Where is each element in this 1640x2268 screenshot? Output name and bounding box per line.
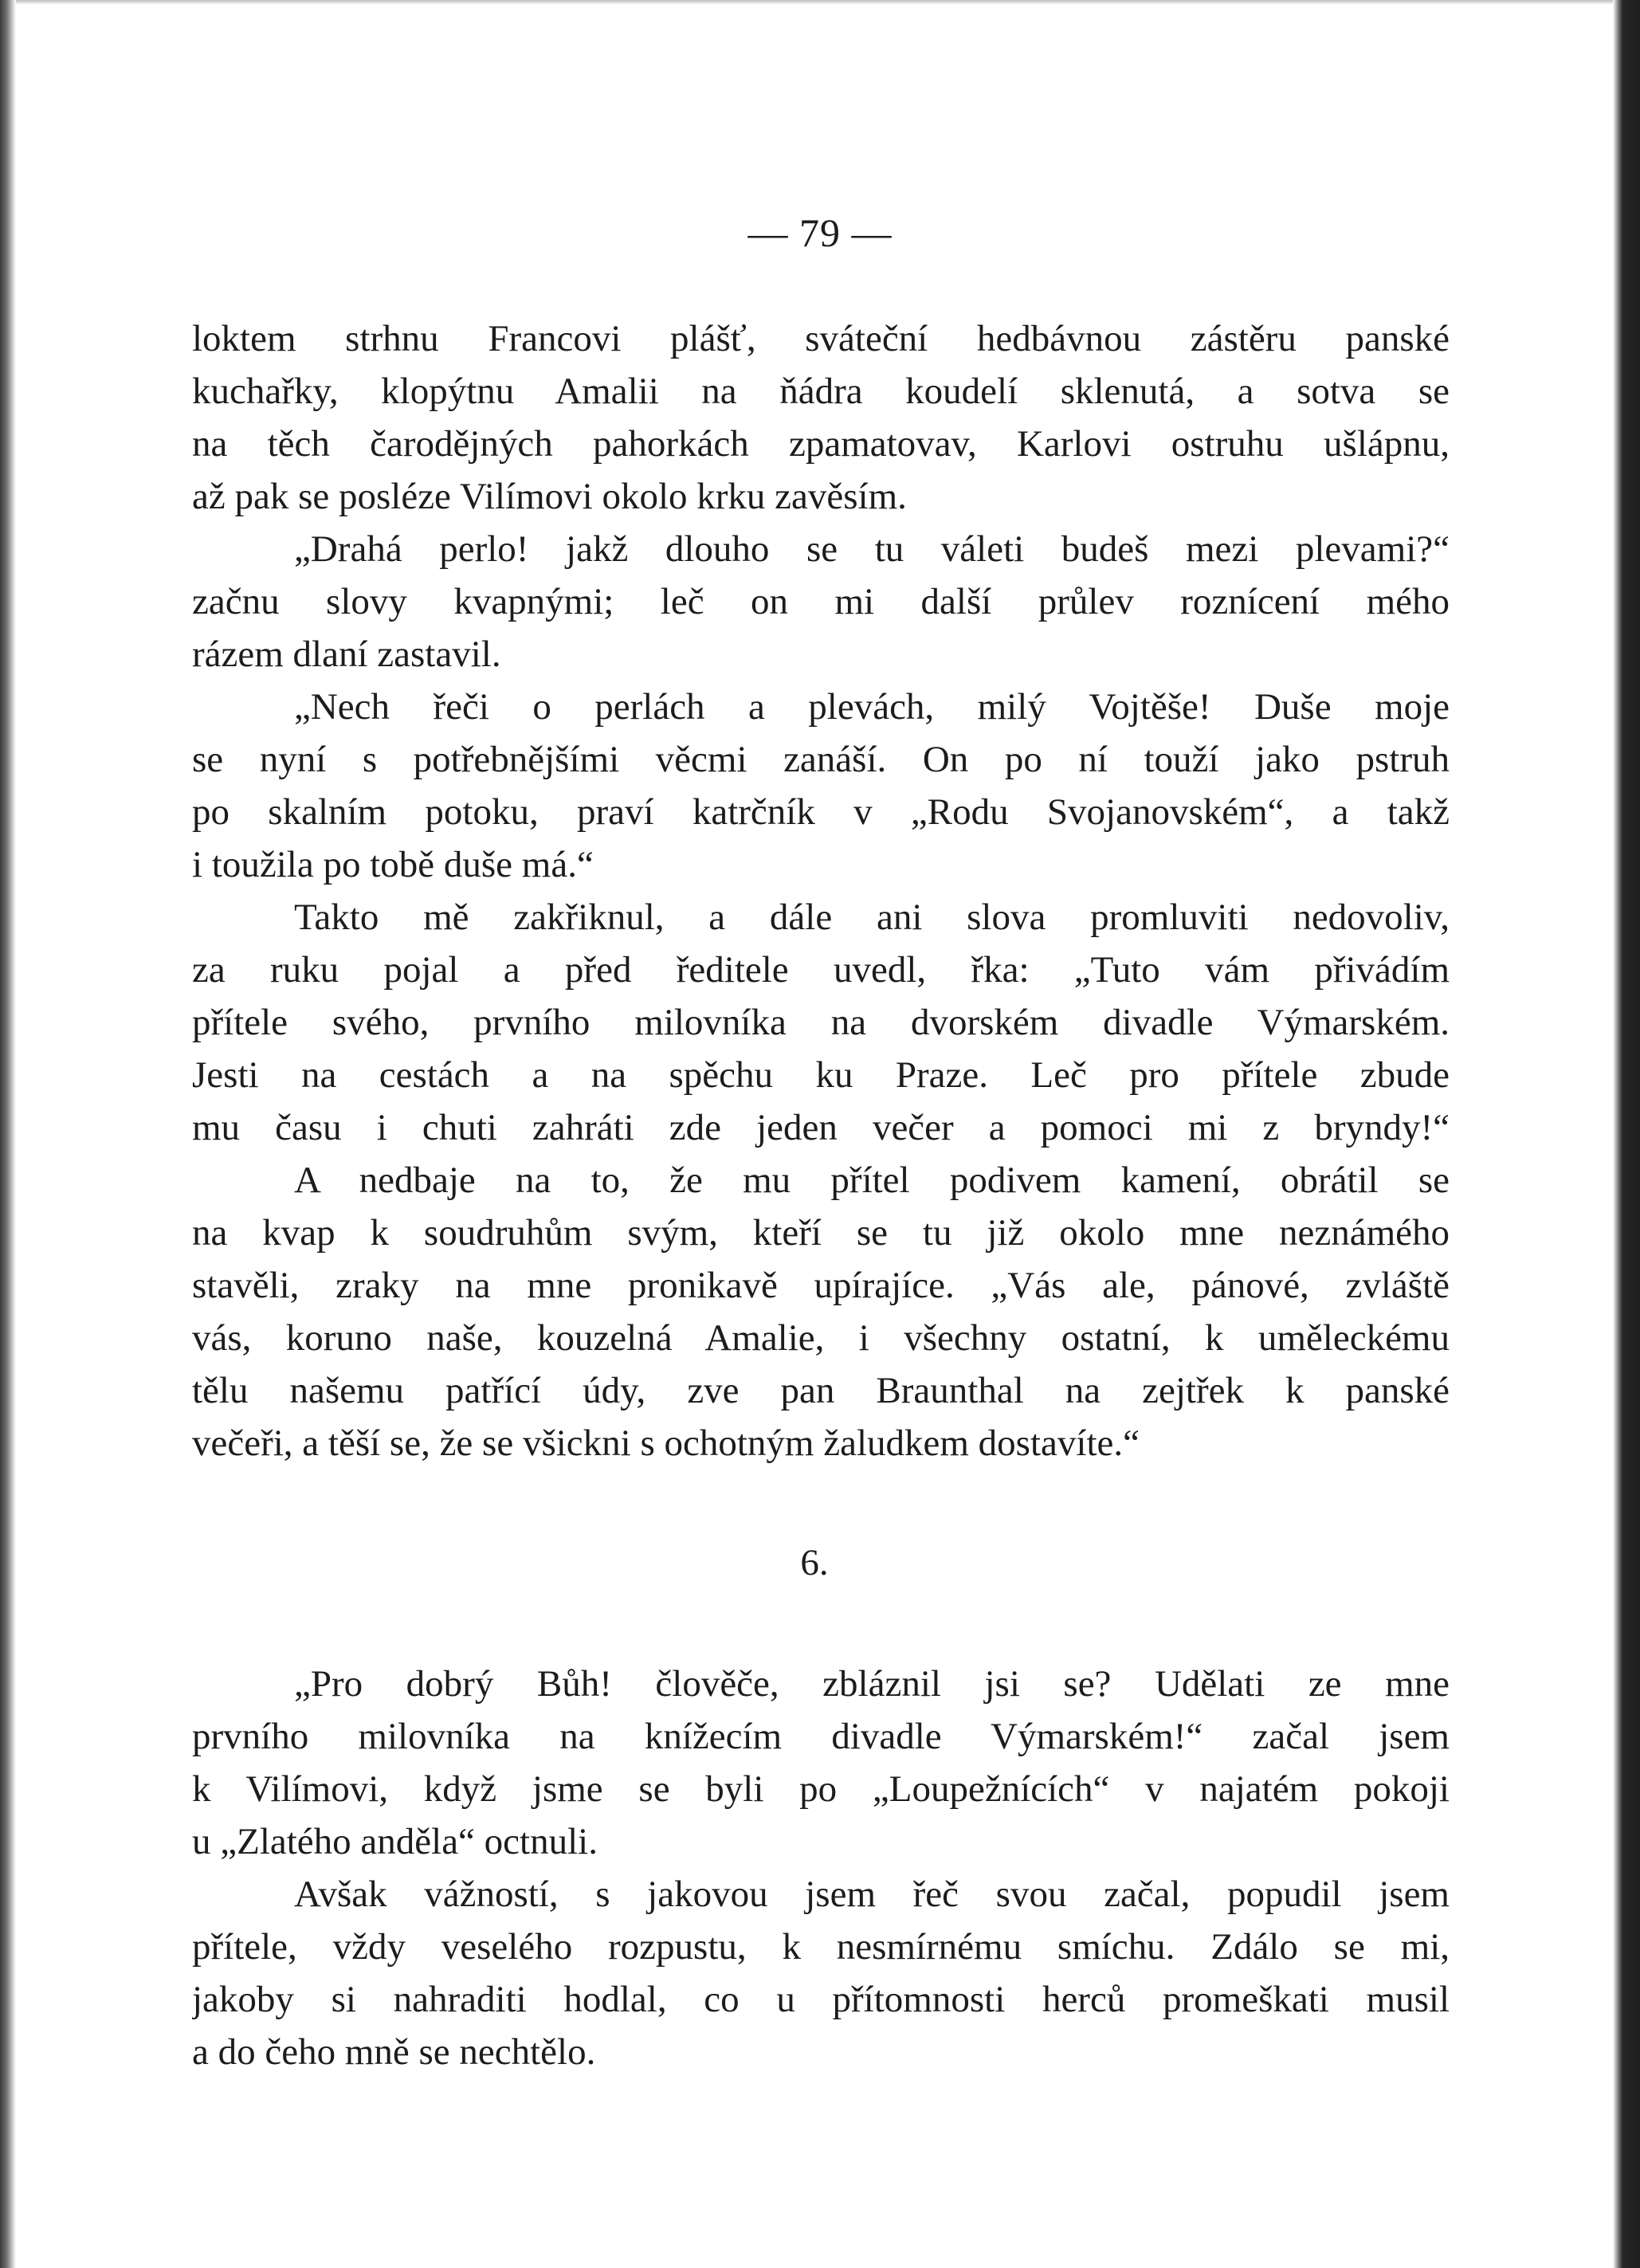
text-line: kuchařky, klopýtnu Amalii na ňádra koudelí sklenutá, a sotva se (192, 371, 1450, 412)
text-line: „Drahá perlo! jakž dlouho se tu váleti budeš mezi plevami?“ (294, 528, 1450, 570)
text-line: mu času i chuti zahráti zde jeden večer a pomoci mi z bryndy!“ (192, 1107, 1450, 1148)
text-line: A nedbaje na to, že mu přítel podivem kamení, obrátil se (294, 1160, 1450, 1201)
text-line: prvního milovníka na knížecím divadle Výmarském!“ začal jsem (192, 1716, 1450, 1757)
text-line: tělu našemu patřící údy, zve pan Braunthal na zejtřek k panské (192, 1370, 1450, 1411)
text-line: na těch čarodějných pahorkách zpamatovav, Karlovi ostruhu ušlápnu, (192, 423, 1450, 465)
page-number: — 79 — (747, 210, 893, 255)
text-line: vás, koruno naše, kouzelná Amalie, i všechny ostatní, k uměleckému (192, 1317, 1450, 1359)
text-line: a do čeho mně se nechtělo. (192, 2031, 596, 2073)
text-line: rázem dlaní zastavil. (192, 634, 501, 675)
section-heading: 6. (800, 1542, 829, 1583)
text-line: „Nech řeči o perlách a plevách, milý Vojtěše! Duše moje (294, 686, 1450, 728)
text-line: loktem strhnu Francovi plášť, sváteční hedbávnou zástěru panské (192, 318, 1450, 359)
section-spacer (192, 1589, 1450, 1658)
body-text (192, 312, 1450, 2078)
text-line: Avšak vážností, s jakovou jsem řeč svou začal, popudil jsem (294, 1874, 1450, 1915)
text-line: u „Zlatého anděla“ octnuli. (192, 1821, 598, 1862)
text-line: večeři, a těší se, že se všickni s ochotným žaludkem dostavíte.“ (192, 1422, 1140, 1464)
paragraph (192, 891, 1450, 1154)
paragraph (192, 312, 1450, 523)
section-spacer (192, 1469, 1450, 1536)
paragraph (192, 681, 1450, 891)
text-line: přítele svého, prvního milovníka na dvorském divadle Výmarském. (192, 1002, 1450, 1043)
paragraph (192, 523, 1450, 681)
text-line: po skalním potoku, praví katrčník v „Rodu Svojanovském“, a takž (192, 791, 1450, 833)
text-line: až pak se posléze Vilímovi okolo krku zavěsím. (192, 476, 907, 517)
text-line: „Pro dobrý Bůh! člověče, zbláznil jsi se? Udělati ze mne (294, 1663, 1450, 1705)
text-line: k Vilímovi, když jsme se byli po „Loupežnících“ v najatém pokoji (192, 1768, 1450, 1810)
text-line: stavěli, zraky na mne pronikavě upírajíce. „Vás ale, pánové, zvláště (192, 1265, 1450, 1306)
paragraph (192, 1154, 1450, 1469)
text-line: i toužila po tobě duše má.“ (192, 844, 594, 885)
text-line: Jesti na cestách a na spěchu ku Praze. Leč pro přítele zbude (192, 1054, 1450, 1096)
text-line: začnu slovy kvapnými; leč on mi další průlev roznícení mého (192, 581, 1450, 622)
paragraph (192, 1658, 1450, 1868)
text-line: Takto mě zakřiknul, a dále ani slova promluviti nedovoliv, (294, 897, 1450, 938)
paragraph (192, 1868, 1450, 2078)
text-line: přítele, vždy veselého rozpustu, k nesmírnému smíchu. Zdálo se mi, (192, 1926, 1450, 1968)
text-line: se nyní s potřebnějšími věcmi zanáší. On po ní touží jako pstruh (192, 739, 1450, 780)
text-line: na kvap k soudruhům svým, kteří se tu již okolo mne neznámého (192, 1212, 1450, 1254)
text-line: za ruku pojal a před ředitele uvedl, řka: „Tuto vám přivádím (192, 949, 1450, 991)
text-line: jakoby si nahraditi hodlal, co u přítomnosti herců promeškati musil (192, 1979, 1450, 2020)
